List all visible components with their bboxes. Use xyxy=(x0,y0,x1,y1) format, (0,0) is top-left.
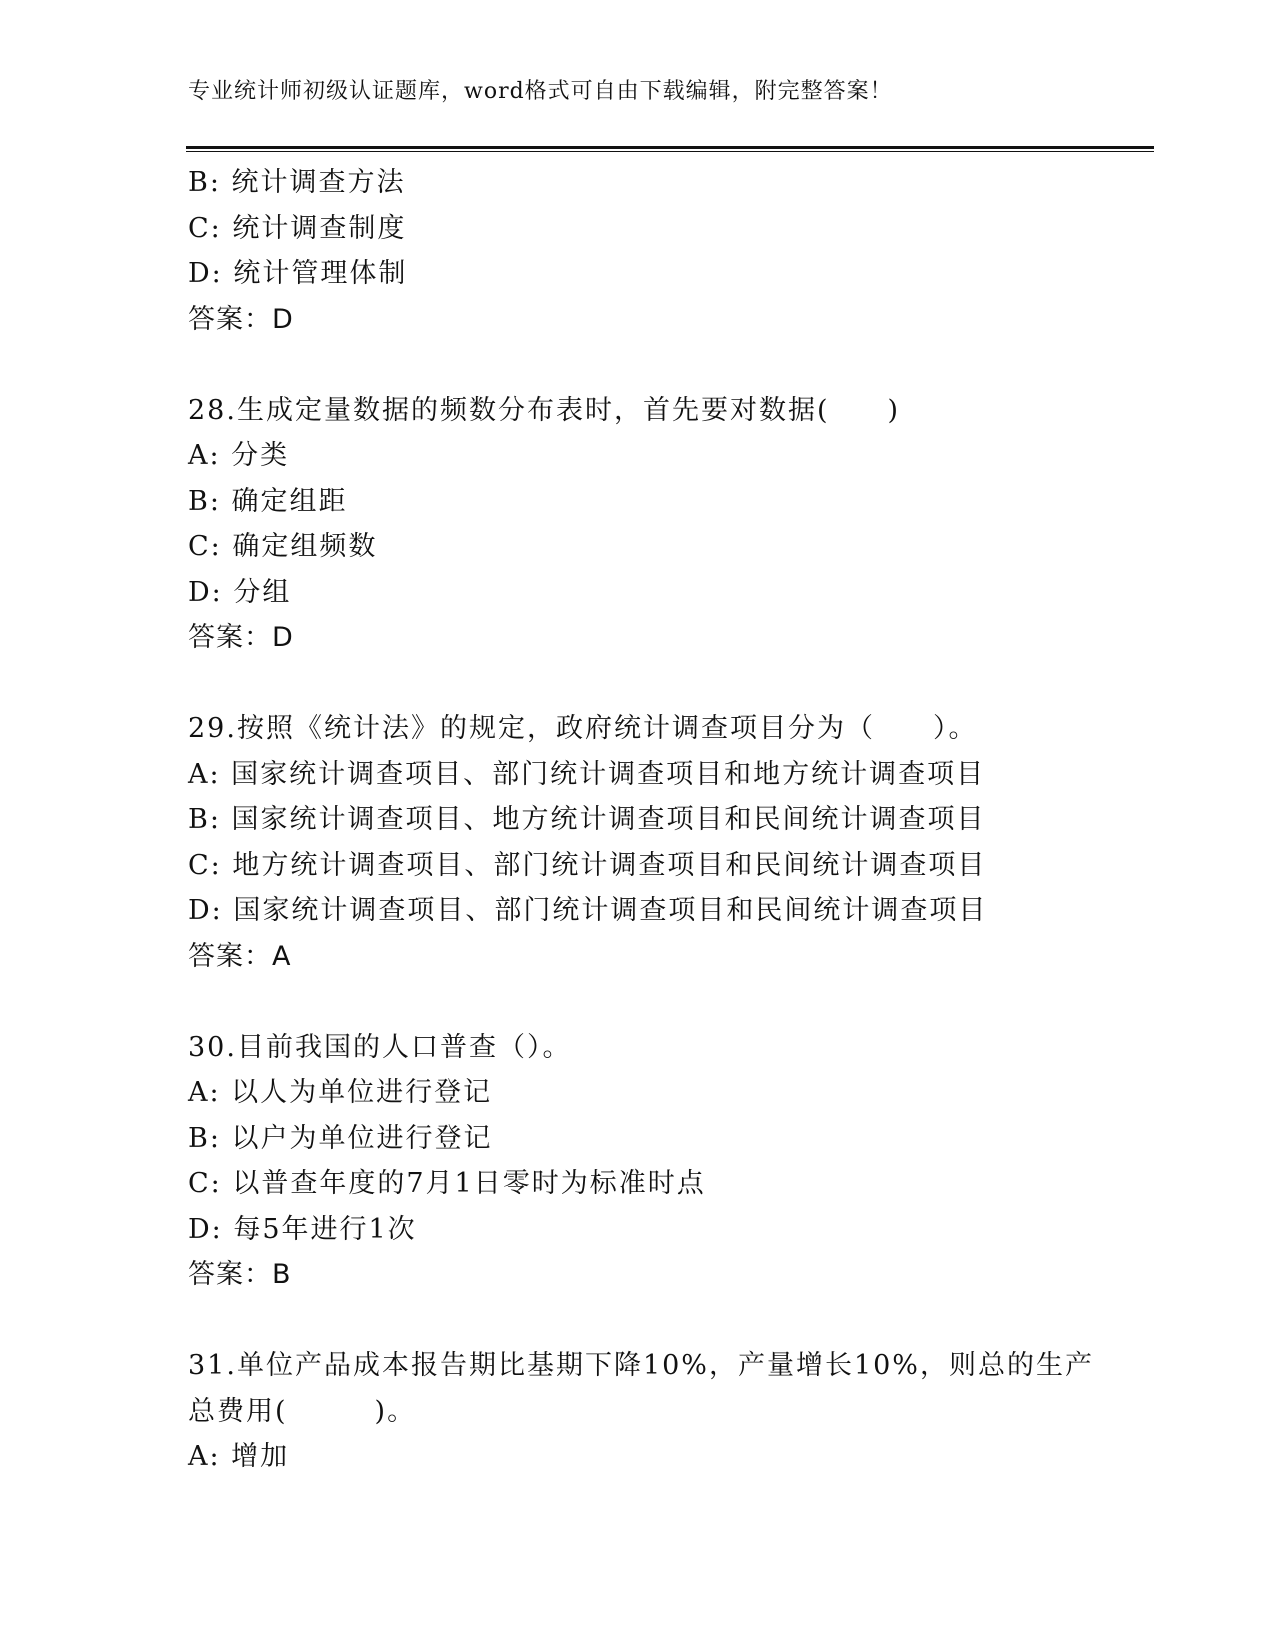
question-31 xyxy=(188,1343,1128,1480)
question-29 xyxy=(188,706,1128,979)
page-header: 专业统计师初级认证题库，word格式可自由下载编辑，附完整答案！ xyxy=(188,79,893,104)
option-a: A: 分类 xyxy=(188,440,290,471)
question-stem: 28.生成定量数据的频数分布表时，首先要对数据( ) xyxy=(188,394,901,426)
option-c: C: 以普查年度的7月1日零时为标准时点 xyxy=(188,1168,706,1199)
option-c: C: 统计调查制度 xyxy=(188,212,407,244)
option-b: B: 以户为单位进行登记 xyxy=(188,1122,493,1154)
answer-line: 答案：D xyxy=(188,622,294,653)
question-stem: 29.按照《统计法》的规定，政府统计调查项目分为（ ）。 xyxy=(188,713,978,744)
answer-line: 答案：A xyxy=(188,940,292,972)
option-d: D: 每5年进行1次 xyxy=(188,1213,417,1245)
answer-line: 答案：D xyxy=(188,303,294,335)
question-content xyxy=(188,160,1128,1480)
option-c: C: 地方统计调查项目、部门统计调查项目和民间统计调查项目 xyxy=(188,849,987,881)
option-b: B: 国家统计调查项目、地方统计调查项目和民间统计调查项目 xyxy=(188,804,986,835)
question-27-tail xyxy=(188,160,1128,342)
option-d: D: 统计管理体制 xyxy=(188,258,408,289)
question-30 xyxy=(188,1025,1128,1298)
spacer xyxy=(188,342,1128,388)
question-stem-line-2: 总费用( )。 xyxy=(188,1395,417,1427)
option-a: A: 增加 xyxy=(188,1441,290,1472)
question-stem: 30.目前我国的人口普查（）。 xyxy=(188,1031,572,1063)
option-c: C: 确定组频数 xyxy=(188,531,378,562)
spacer xyxy=(188,1298,1128,1344)
spacer xyxy=(188,661,1128,707)
answer-line: 答案：B xyxy=(188,1259,292,1290)
option-d: D: 国家统计调查项目、部门统计调查项目和民间统计调查项目 xyxy=(188,895,988,926)
question-28 xyxy=(188,388,1128,661)
spacer xyxy=(188,979,1128,1025)
header-divider xyxy=(186,146,1154,152)
option-a: A: 以人为单位进行登记 xyxy=(188,1077,493,1108)
question-stem-line-1: 31.单位产品成本报告期比基期下降10%，产量增长10%，则总的生产 xyxy=(188,1350,1094,1381)
option-a: A: 国家统计调查项目、部门统计调查项目和地方统计调查项目 xyxy=(188,758,986,790)
option-b: B: 确定组距 xyxy=(188,485,348,517)
option-d: D: 分组 xyxy=(188,576,292,608)
option-b: B: 统计调查方法 xyxy=(188,167,406,198)
